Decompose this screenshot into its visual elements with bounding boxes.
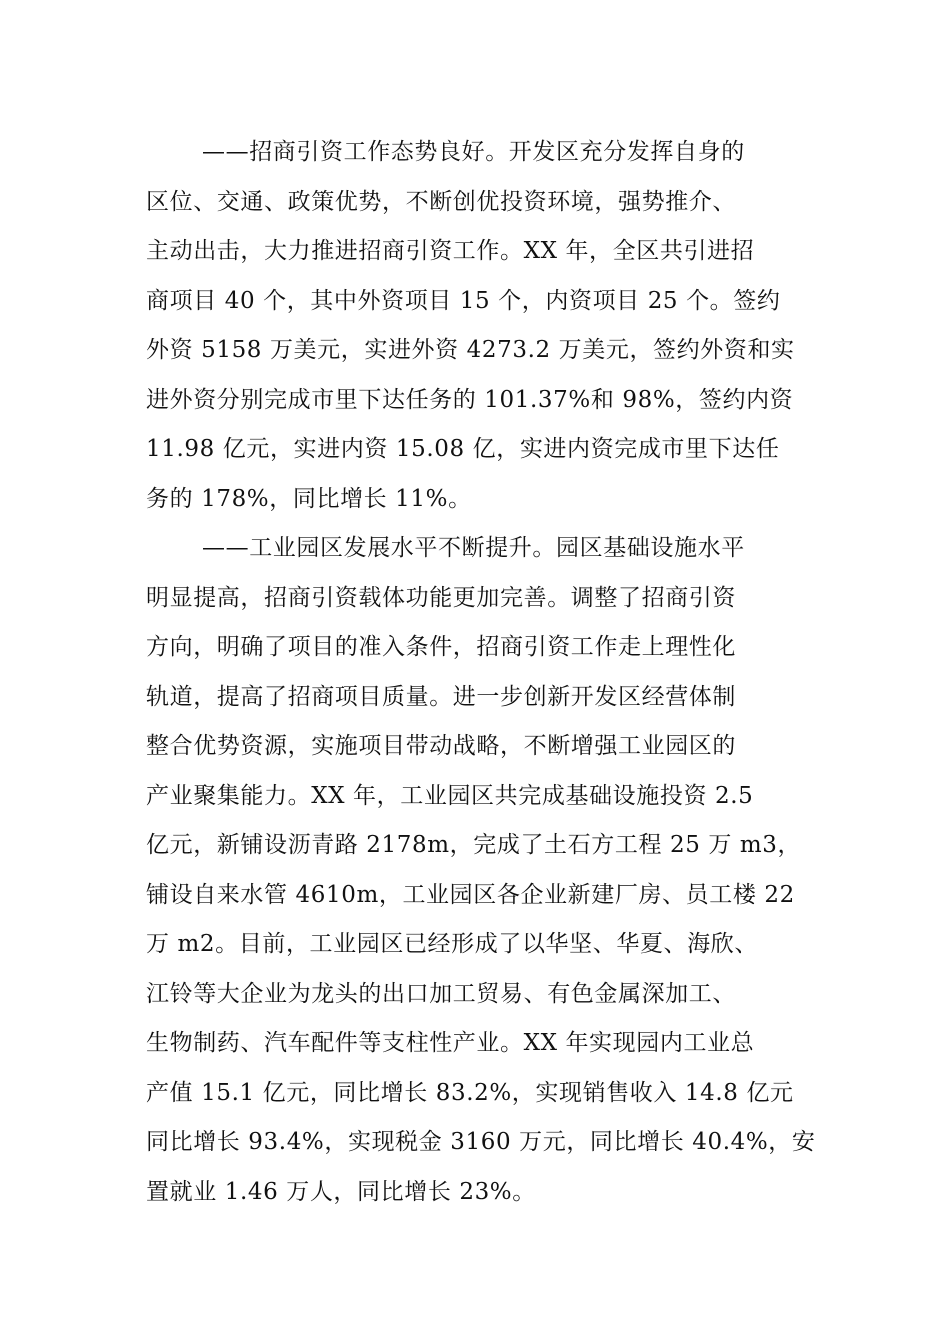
text-line: 万 m2。目前，工业园区已经形成了以华坚、华夏、海欣、 bbox=[146, 931, 758, 957]
text-line: ——工业园区发展水平不断提升。园区基础设施水平 bbox=[202, 535, 745, 561]
text-line: 铺设自来水管 4610m，工业园区各企业新建厂房、员工楼 22 bbox=[146, 881, 795, 908]
text-line: 商项目 40 个，其中外资项目 15 个，内资项目 25 个。签约 bbox=[146, 287, 781, 314]
text-line: 同比增长 93.4%，实现税金 3160 万元，同比增长 40.4%，安 bbox=[146, 1129, 816, 1155]
text-line: 方向，明确了项目的准入条件，招商引资工作走上理性化 bbox=[146, 634, 736, 660]
document-body bbox=[146, 128, 816, 1217]
text-line: 11.98 亿元，实进内资 15.08 亿，实进内资完成市里下达任 bbox=[146, 436, 780, 462]
text-line: 江铃等大企业为龙头的出口加工贸易、有色金属深加工、 bbox=[146, 980, 736, 1007]
text-line: 产值 15.1 亿元，同比增长 83.2%，实现销售收入 14.8 亿元 bbox=[146, 1079, 794, 1106]
text-line: ——招商引资工作态势良好。开发区充分发挥自身的 bbox=[202, 139, 745, 165]
text-line: 进外资分别完成市里下达任务的 101.37%和 98%，签约内资 bbox=[146, 386, 794, 413]
text-line: 亿元，新铺设沥青路 2178m，完成了土石方工程 25 万 m3， bbox=[146, 832, 802, 858]
paragraph-investment bbox=[146, 128, 806, 524]
paragraph-industrial-park bbox=[146, 524, 816, 1217]
text-line: 明显提高，招商引资载体功能更加完善。调整了招商引资 bbox=[146, 584, 736, 611]
text-line: 务的 178%，同比增长 11%。 bbox=[146, 485, 472, 512]
text-line: 生物制药、汽车配件等支柱性产业。XX 年实现园内工业总 bbox=[146, 1030, 755, 1056]
text-line: 置就业 1.46 万人，同比增长 23%。 bbox=[146, 1178, 536, 1205]
text-line: 轨道，提高了招商项目质量。进一步创新开发区经营体制 bbox=[146, 683, 736, 710]
text-line: 产业聚集能力。XX 年，工业园区共完成基础设施投资 2.5 bbox=[146, 782, 754, 809]
text-line: 区位、交通、政策优势，不断创优投资环境，强势推介、 bbox=[146, 188, 736, 215]
text-line: 主动出击，大力推进招商引资工作。XX 年，全区共引进招 bbox=[146, 238, 755, 264]
text-line: 外资 5158 万美元，实进外资 4273.2 万美元，签约外资和实 bbox=[146, 337, 795, 363]
text-line: 整合优势资源，实施项目带动战略，不断增强工业园区的 bbox=[146, 733, 736, 759]
